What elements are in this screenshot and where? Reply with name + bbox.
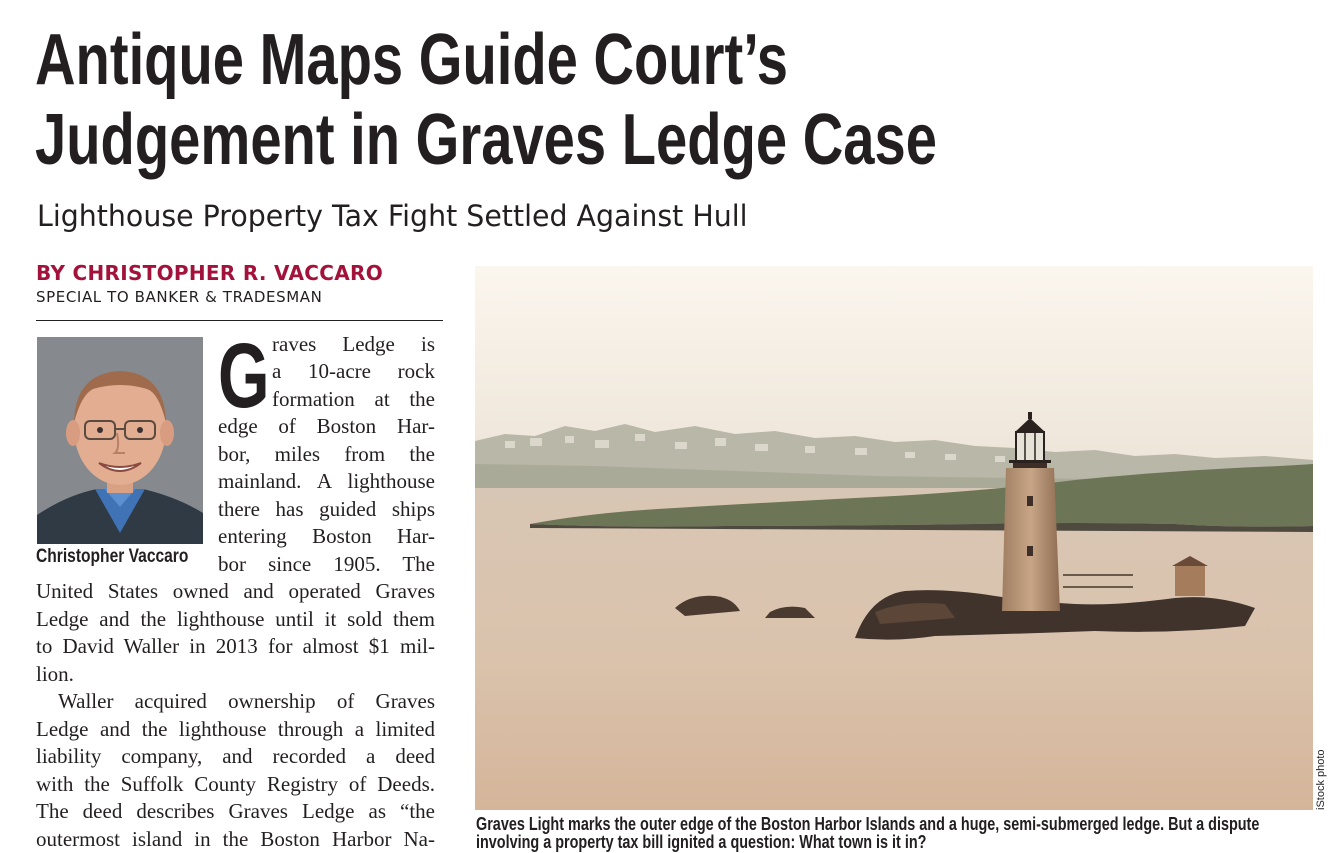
- article-line: mainland. A lighthouse: [218, 469, 435, 493]
- article-line: entering Boston Har-: [218, 524, 435, 548]
- article-line: raves Ledge is: [272, 332, 435, 356]
- article-line: edge of Boston Har-: [218, 414, 435, 438]
- article-line: bor since 1905. The: [218, 552, 435, 576]
- byline-affiliation: SPECIAL TO BANKER & TRADESMAN: [36, 288, 323, 306]
- author-photo-caption: Christopher Vaccaro: [36, 546, 189, 567]
- lighthouse-photo: [475, 266, 1313, 810]
- article-line: United States owned and operated Graves: [36, 579, 435, 603]
- author-portrait-image: [37, 337, 203, 544]
- photo-credit: iStock photo: [1315, 749, 1327, 810]
- headline-line-1: Antique Maps Guide Court’s: [35, 20, 788, 100]
- article-line: Ledge and the lighthouse until it sold them: [36, 607, 435, 631]
- photo-caption-line-2: involving a property tax bill ignited a question: What town is it in?: [476, 832, 927, 852]
- byline-author: BY CHRISTOPHER R. VACCARO: [36, 261, 383, 285]
- byline-divider: [36, 320, 443, 321]
- headline: [35, 20, 1033, 180]
- byline: [36, 260, 443, 308]
- subheadline: Lighthouse Property Tax Fight Settled Against Hull: [37, 199, 748, 233]
- headline-line-2: Judgement in Graves Ledge Case: [35, 100, 937, 180]
- article-line: liability company, and recorded a deed: [36, 744, 435, 768]
- drop-cap: G: [218, 325, 270, 427]
- lighthouse-photo-image: [475, 266, 1313, 810]
- article-line: Waller acquired ownership of Graves: [58, 689, 435, 713]
- article-line: with the Suffolk County Registry of Deeds.: [36, 772, 435, 796]
- article-line: The deed describes Graves Ledge as “the: [36, 799, 435, 823]
- article-line: Ledge and the lighthouse through a limited: [36, 717, 435, 741]
- article-line: lion.: [36, 662, 74, 686]
- article-line: there has guided ships: [218, 497, 435, 521]
- article-line: a 10-acre rock: [272, 359, 435, 383]
- photo-caption-line-1: Graves Light marks the outer edge of the Boston Harbor Islands and a huge, semi-submerged ledge. But a dispute: [476, 814, 1260, 834]
- article-line: outermost island in the Boston Harbor Na-: [36, 827, 435, 851]
- author-photo: [37, 337, 203, 544]
- article-line: formation at the: [272, 387, 435, 411]
- article-line: bor, miles from the: [218, 442, 435, 466]
- article-line: to David Waller in 2013 for almost $1 mil-: [36, 634, 435, 658]
